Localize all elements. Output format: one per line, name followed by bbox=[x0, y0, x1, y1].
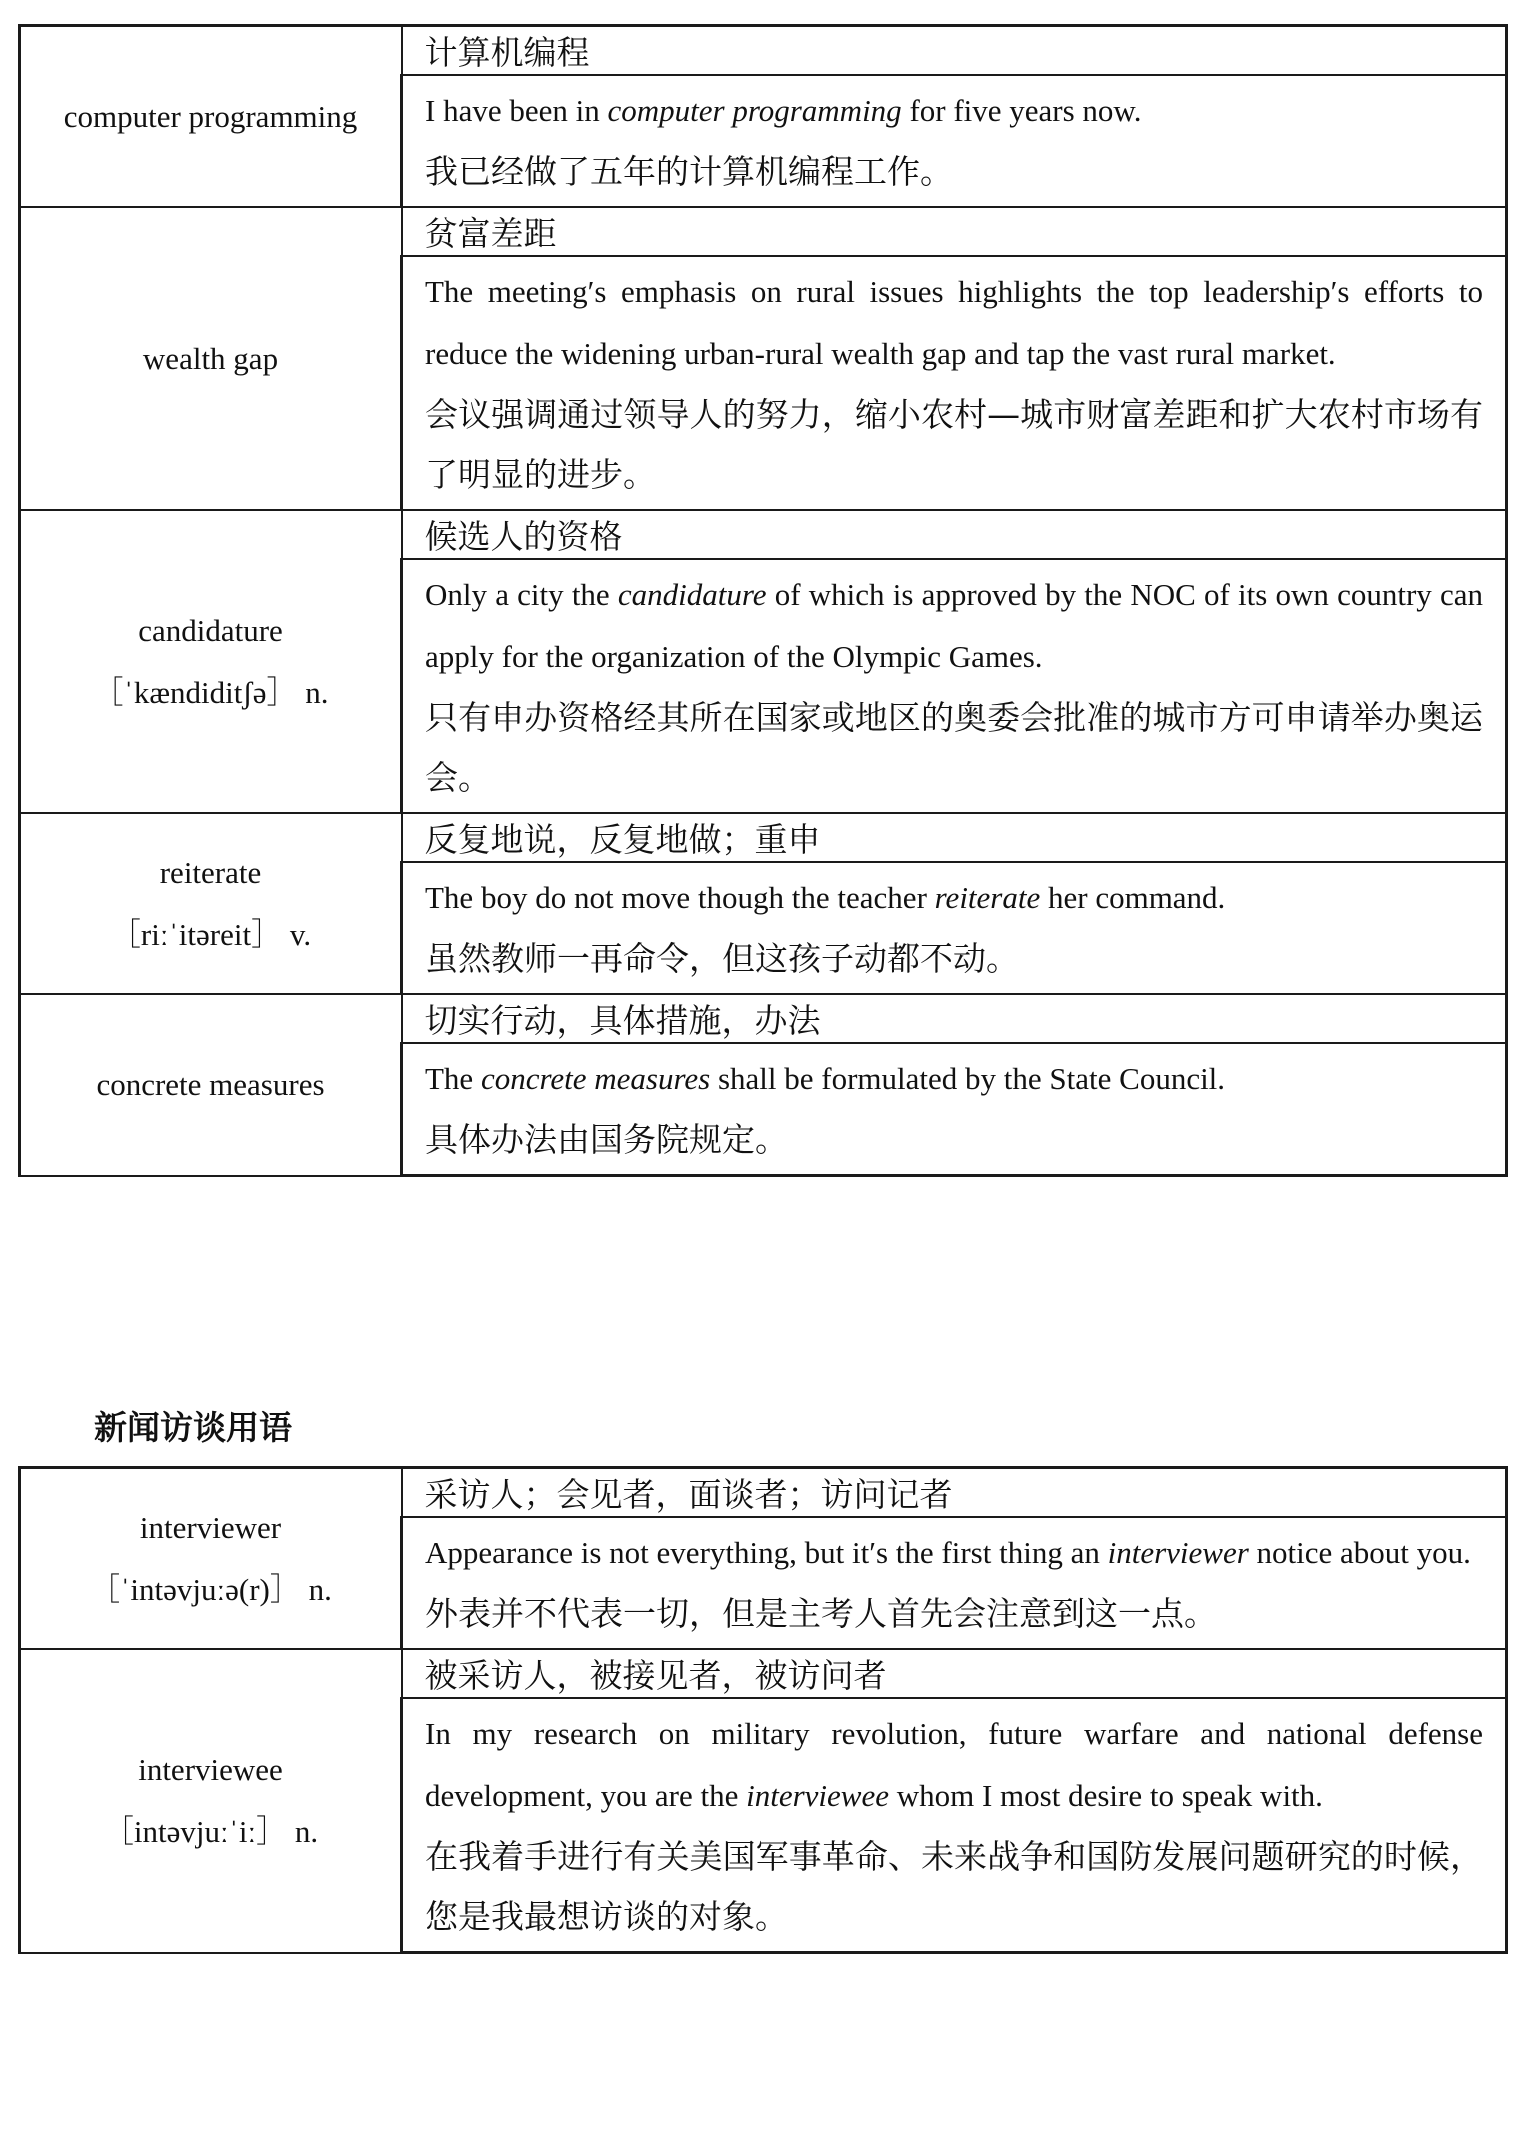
meaning-cell: 反复地说，反复地做；重申 bbox=[402, 813, 1507, 862]
example-english-term: interviewee bbox=[746, 1778, 889, 1813]
example-english-text: I have been in bbox=[425, 93, 608, 128]
term-word: interviewer bbox=[139, 1509, 282, 1545]
term-word: reiterate bbox=[159, 854, 262, 890]
meaning-cell: 候选人的资格 bbox=[402, 510, 1507, 559]
example-english-term: computer programming bbox=[607, 93, 902, 128]
example-english-text: of which is approved by the NOC of its own country can apply for the organization of the Olympic Games. bbox=[425, 577, 1483, 674]
example-english bbox=[425, 1048, 1483, 1110]
example-chinese: 外表并不代表一切，但是主考人首先会注意到这一点。 bbox=[425, 1594, 1217, 1633]
entry-meaning-row bbox=[20, 26, 1507, 76]
entry-meaning-row bbox=[20, 207, 1507, 256]
vocabulary-table-2-body bbox=[20, 1468, 1507, 1953]
example-cell bbox=[402, 75, 1507, 207]
example-english-term: interviewer bbox=[1107, 1535, 1249, 1570]
example-chinese: 只有申办资格经其所在国家或地区的奥委会批准的城市方可申请举办奥运会。 bbox=[425, 698, 1483, 797]
term-word: candidature bbox=[138, 612, 283, 648]
term-cell bbox=[20, 26, 402, 208]
entry-meaning-row bbox=[20, 1649, 1507, 1698]
example-chinese: 在我着手进行有关美国军事革命、未来战争和国防发展问题研究的时候，您是我最想访谈的对象。 bbox=[425, 1837, 1483, 1936]
term-phonetic: ［riːˈitəreit］ v. bbox=[109, 916, 312, 952]
term-cell bbox=[20, 207, 402, 510]
example-english bbox=[425, 1703, 1483, 1827]
example-english bbox=[425, 1522, 1483, 1584]
term-phonetic: ［ˈkændiditʃə］ n. bbox=[92, 674, 329, 710]
example-chinese: 虽然教师一再命令，但这孩子动都不动。 bbox=[425, 939, 1019, 978]
example-english-text: shall be formulated by the State Council. bbox=[710, 1061, 1226, 1096]
section-title: 新闻访谈用语 bbox=[94, 1408, 292, 1447]
term-cell bbox=[20, 1649, 402, 1953]
example-cell bbox=[402, 862, 1507, 994]
example-english-text: whom I most desire to speak with. bbox=[888, 1778, 1323, 1813]
example-english-term: reiterate bbox=[934, 880, 1041, 915]
example-english bbox=[425, 867, 1483, 929]
term-cell bbox=[20, 1468, 402, 1650]
meaning-cell: 被采访人，被接见者，被访问者 bbox=[402, 1649, 1507, 1698]
example-english-text: notice about you. bbox=[1248, 1535, 1471, 1570]
entry-meaning-row bbox=[20, 813, 1507, 862]
term-cell bbox=[20, 510, 402, 813]
example-english-text: The meeting′s emphasis on rural issues highlights the top leadership′s efforts to reduce the widening urban-rural wealth gap and tap the vast rural market. bbox=[425, 274, 1483, 371]
example-cell bbox=[402, 1043, 1507, 1176]
vocabulary-table-1 bbox=[18, 24, 1508, 1177]
example-english-text: Only a city the bbox=[425, 577, 618, 612]
example-chinese: 会议强调通过领导人的努力，缩小农村—城市财富差距和扩大农村市场有了明显的进步。 bbox=[425, 395, 1483, 494]
term-word: computer programming bbox=[63, 98, 358, 134]
example-english-text: her command. bbox=[1040, 880, 1226, 915]
example-english bbox=[425, 80, 1483, 142]
example-cell bbox=[402, 1517, 1507, 1649]
example-cell bbox=[402, 559, 1507, 813]
example-chinese: 我已经做了五年的计算机编程工作。 bbox=[425, 152, 953, 191]
entry-meaning-row bbox=[20, 510, 1507, 559]
example-english bbox=[425, 564, 1483, 688]
entry-meaning-row bbox=[20, 994, 1507, 1043]
example-cell bbox=[402, 256, 1507, 510]
example-english-text: In my research on military revolution, future warfare and national defense development, you are the bbox=[425, 1716, 1483, 1813]
example-english-term: concrete measures bbox=[480, 1061, 711, 1096]
meaning-cell: 切实行动，具体措施，办法 bbox=[402, 994, 1507, 1043]
meaning-cell: 贫富差距 bbox=[402, 207, 1507, 256]
term-word: interviewee bbox=[138, 1751, 283, 1787]
example-english-text: for five years now. bbox=[901, 93, 1142, 128]
term-phonetic: ［ˈintəvjuːə(r)］ n. bbox=[89, 1571, 332, 1607]
example-chinese: 具体办法由国务院规定。 bbox=[425, 1120, 788, 1159]
term-word: concrete measures bbox=[96, 1066, 325, 1102]
example-english-term: candidature bbox=[617, 577, 767, 612]
example-english bbox=[425, 261, 1483, 385]
term-phonetic: ［intəvjuːˈiː］ n. bbox=[102, 1813, 319, 1849]
term-cell bbox=[20, 994, 402, 1176]
entry-meaning-row bbox=[20, 1468, 1507, 1518]
example-cell bbox=[402, 1698, 1507, 1953]
example-english-text: Appearance is not everything, but it′s the first thing an bbox=[425, 1535, 1108, 1570]
example-english-text: The boy do not move though the teacher bbox=[425, 880, 935, 915]
example-english-text: The bbox=[425, 1061, 481, 1096]
meaning-cell: 计算机编程 bbox=[402, 26, 1507, 76]
term-word: wealth gap bbox=[142, 340, 279, 376]
vocabulary-table-2 bbox=[18, 1466, 1508, 1954]
term-cell bbox=[20, 813, 402, 994]
vocabulary-table-1-body bbox=[20, 26, 1507, 1176]
meaning-cell: 采访人；会见者，面谈者；访问记者 bbox=[402, 1468, 1507, 1518]
